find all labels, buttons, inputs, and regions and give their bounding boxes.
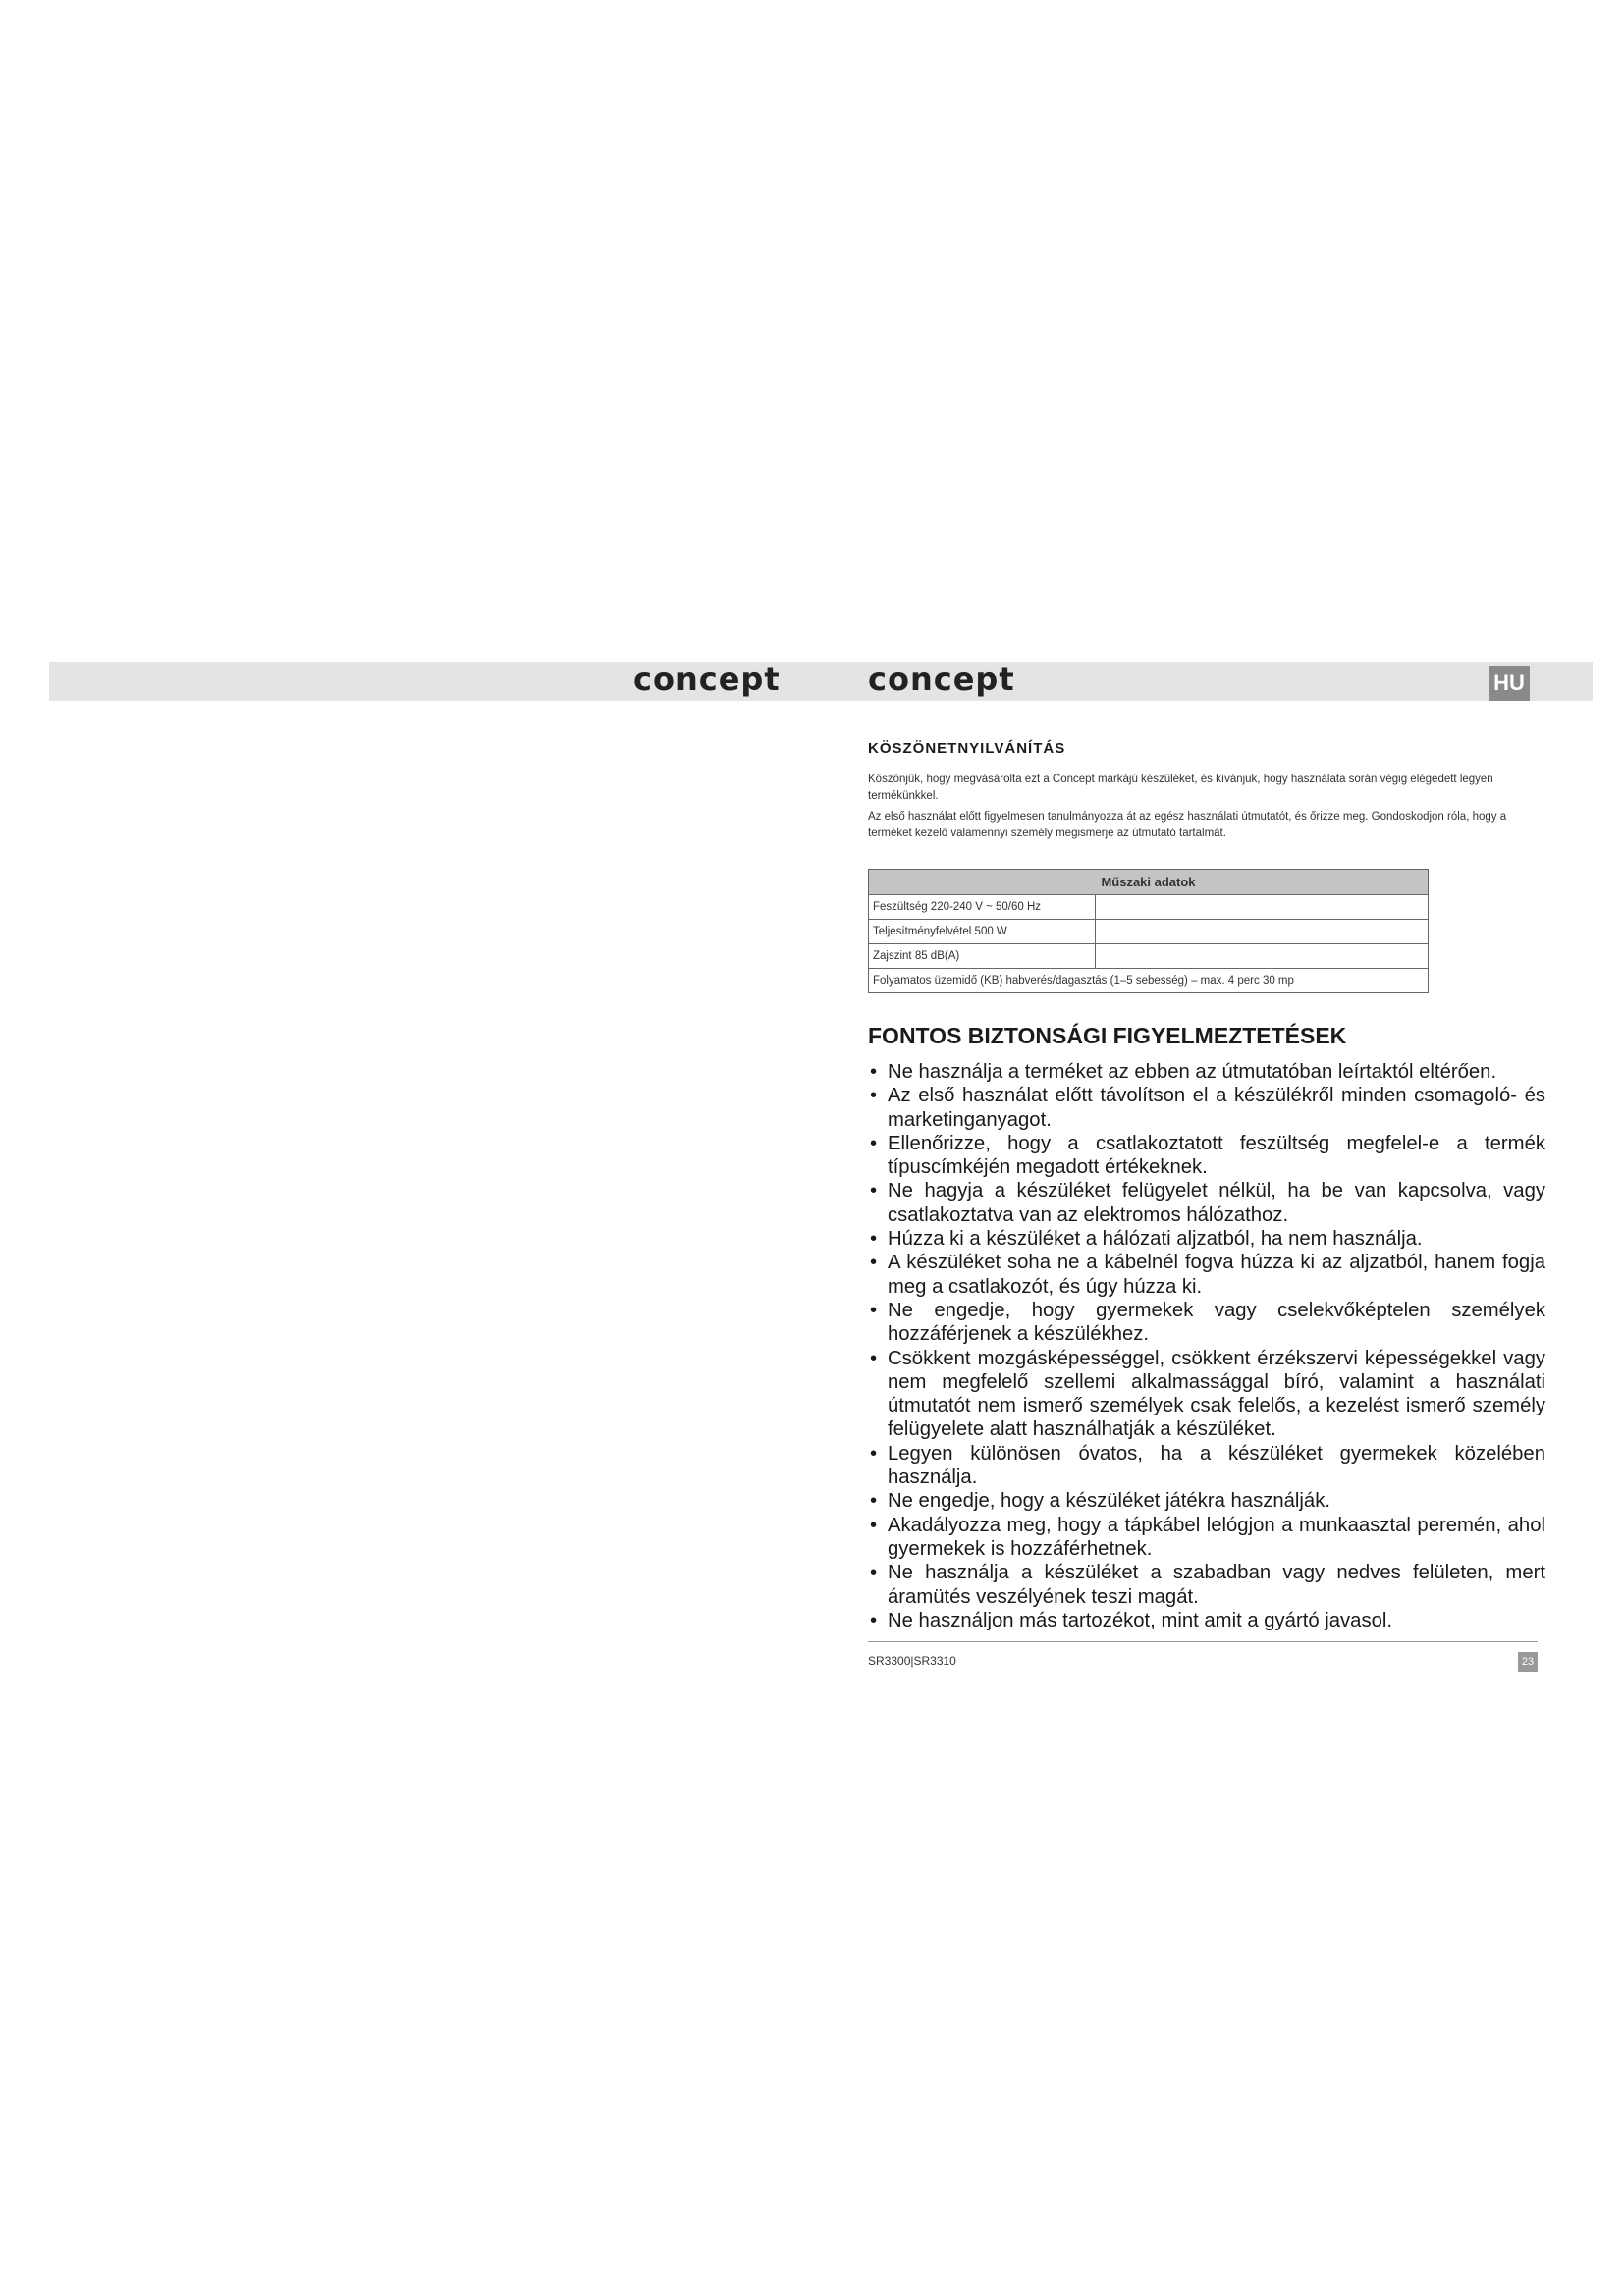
list-item: • Húzza ki a készüléket a hálózati aljzatból, ha nem használja. [868,1227,1545,1251]
footer-divider [868,1641,1538,1642]
list-item: • Akadályozza meg, hogy a tápkábel lelógjon a munkaasztal peremén, ahol gyermekek is hozzáférhetnek. [868,1514,1545,1562]
spec-power: Teljesítményfelvétel 500 W [869,920,1096,944]
specs-table-header: Műszaki adatok [869,870,1429,895]
spec-voltage: Feszültség 220-240 V ~ 50/60 Hz [869,895,1096,920]
table-row [869,969,1429,993]
safety-list [868,1060,1545,1632]
brand-logo-left: concept [633,661,781,698]
list-item: • Ne használja a készüléket a szabadban vagy nedves felületen, mert áramütés veszélyének teszi magát. [868,1561,1545,1609]
spec-empty-cell [1096,920,1429,944]
list-item: • Az első használat előtt távolítson el a készülékről minden csomagoló- és marketinganyagot. [868,1084,1545,1132]
list-item: • A készüléket soha ne a kábelnél fogva húzza ki az aljzatból, hanem fogja meg a csatlakozót, és úgy húzza ki. [868,1251,1545,1299]
list-item: • Csökkent mozgásképességgel, csökkent érzékszervi képességekkel vagy nem megfelelő szellemi alkalmassággal bíró, valamint a használati útmutatót nem ismerő személyek csak felelős, a kezelést ismerő személy felügyelete alatt használhatják a készüléket. [868,1347,1545,1442]
table-row [869,944,1429,969]
safety-section [868,1021,1545,1632]
model-number: SR3300|SR3310 [868,1654,956,1668]
list-item: • Ellenőrizze, hogy a csatlakoztatott feszültség megfelel-e a termék típuscímkéjén megadott értékeknek. [868,1132,1545,1180]
table-row [869,895,1429,920]
spec-operation-time: Folyamatos üzemidő (KB) habverés/dagasztás (1–5 sebesség) – max. 4 perc 30 mp [869,969,1429,993]
spec-empty-cell [1096,895,1429,920]
list-item: • Legyen különösen óvatos, ha a készüléket gyermekek közelében használja. [868,1442,1545,1490]
list-item: • Ne engedje, hogy a készüléket játékra használják. [868,1489,1545,1513]
thanks-paragraph: Az első használat előtt figyelmesen tanulmányozza át az egész használati útmutatót, és őrizze meg. Gondoskodjon róla, hogy a terméket kezelő valamennyi személy megismerje az útmutató tartalmát. [868,811,1507,839]
list-item: • Ne használjon más tartozékot, mint amit a gyártó javasol. [868,1609,1545,1632]
safety-title: FONTOS BIZTONSÁGI FIGYELMEZTETÉSEK [868,1023,1347,1048]
language-badge: HU [1489,666,1530,701]
table-row [869,920,1429,944]
list-item: • Ne hagyja a készüléket felügyelet nélkül, ha be van kapcsolva, vagy csatlakoztatva van az elektromos hálózathoz. [868,1179,1545,1227]
page-number: 23 [1518,1652,1538,1672]
spec-empty-cell [1096,944,1429,969]
specs-table [868,869,1429,993]
thanks-paragraph: Köszönjük, hogy megvásárolta ezt a Concept márkájú készüléket, és kívánjuk, hogy használata során végig elégedett legyen termékünkkel. [868,774,1493,802]
list-item: • Ne engedje, hogy gyermekek vagy cselekvőképtelen személyek hozzáférjenek a készülékhez. [868,1299,1545,1347]
thanks-title: KÖSZÖNETNYILVÁNÍTÁS [868,740,1066,757]
thanks-section [868,740,1536,846]
spec-noise: Zajszint 85 dB(A) [869,944,1096,969]
brand-logo-right: concept [868,661,1015,698]
list-item: • Ne használja a terméket az ebben az útmutatóban leírtaktól eltérően. [868,1060,1545,1084]
header-band [49,662,1593,701]
